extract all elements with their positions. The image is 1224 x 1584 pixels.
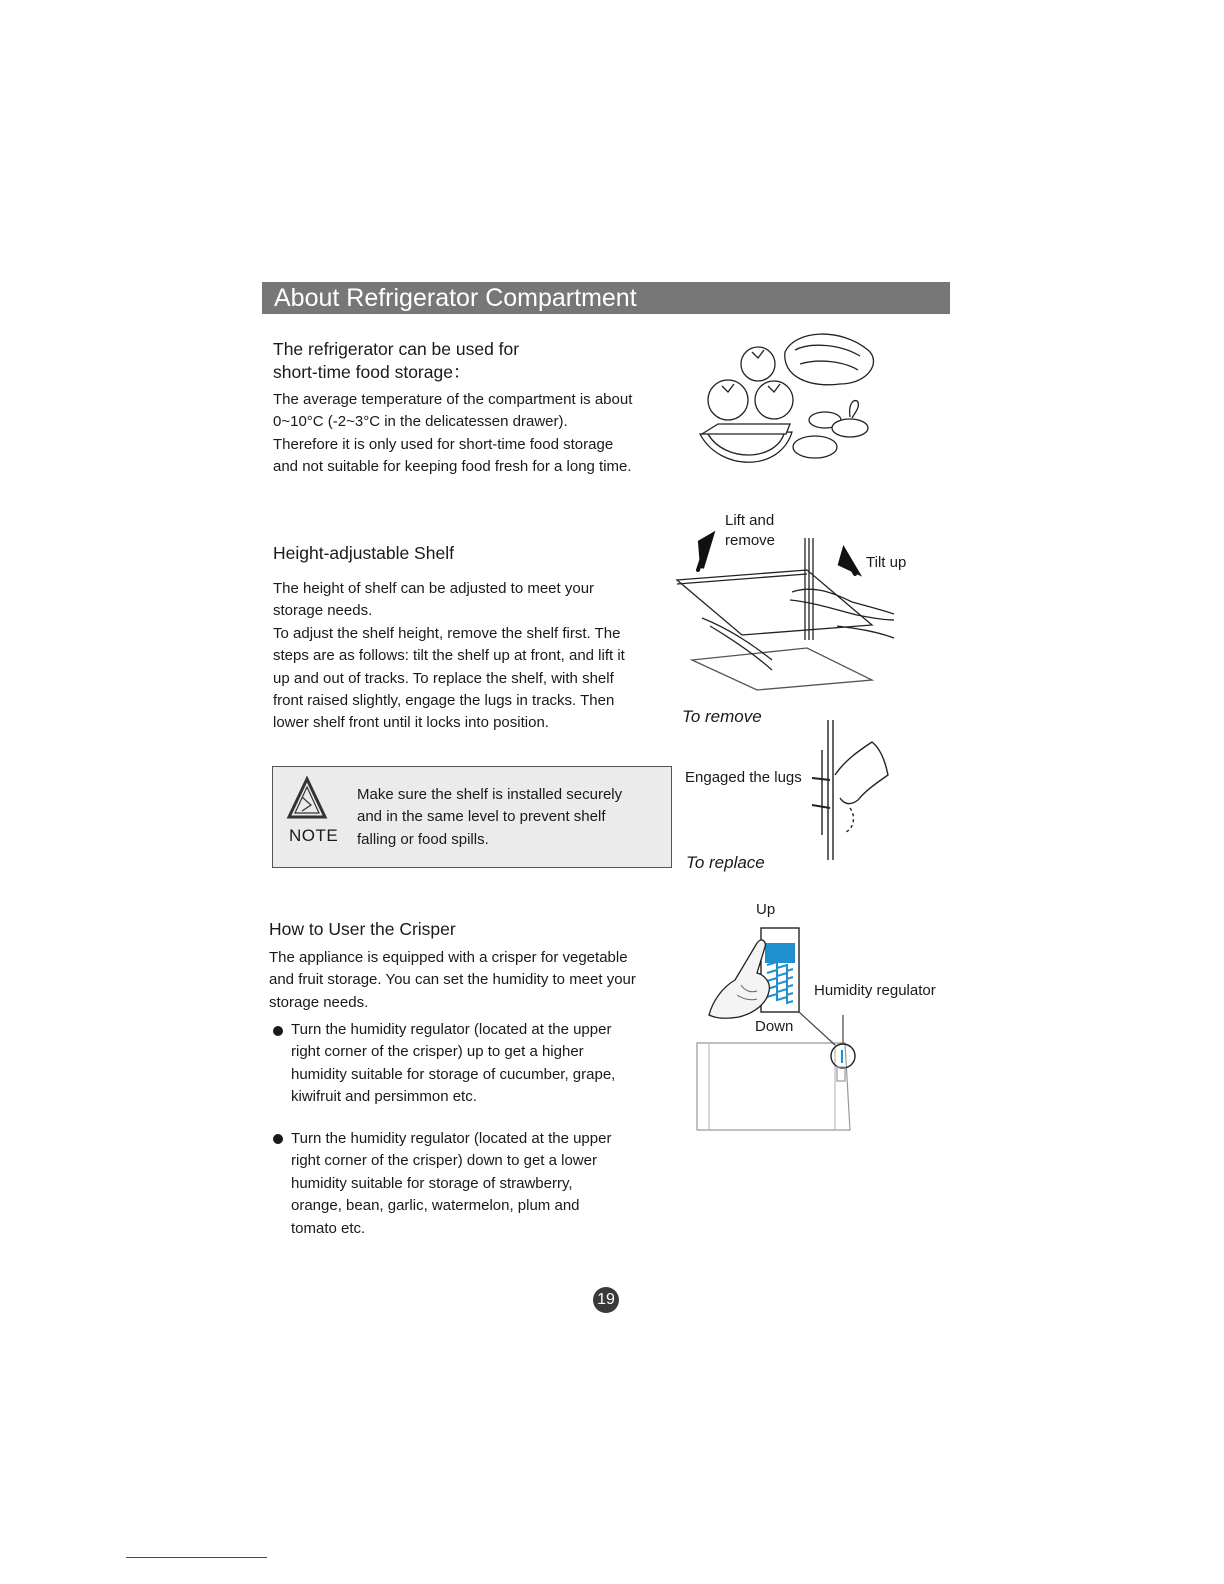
- note-line: Make sure the shelf is installed securely: [357, 786, 623, 803]
- crisper-paragraph: [269, 947, 636, 1014]
- bullet-line: Turn the humidity regulator (located at the upper: [291, 1021, 612, 1038]
- bullet-line: kiwifruit and persimmon etc.: [291, 1088, 477, 1106]
- bullet-line: orange, bean, garlic, watermelon, plum and: [291, 1197, 580, 1215]
- down-label: Down: [755, 1018, 794, 1035]
- shelf-line: The height of shelf can be adjusted to meet your: [273, 580, 595, 597]
- section-header-bar: [262, 282, 950, 314]
- lift-label-line: Lift and: [725, 512, 775, 529]
- shelf-line: lower shelf front until it locks into position.: [273, 714, 549, 732]
- bullet-line: Turn the humidity regulator (located at the upper: [291, 1130, 612, 1147]
- crisper-line: The appliance is equipped with a crisper for vegetable: [269, 949, 628, 966]
- shelf-line: storage needs.: [273, 602, 373, 620]
- intro-line: 0~10°C (-2~3°C in the delicatessen drawer).: [273, 413, 568, 431]
- shelf-line: front raised slightly, engage the lugs in tracks. Then: [273, 692, 615, 710]
- shelf-line: To adjust the shelf height, remove the shelf first. The: [273, 624, 621, 642]
- intro-heading-line: short-time food storage：: [273, 362, 471, 382]
- bullet-line: right corner of the crisper) up to get a higher: [291, 1043, 584, 1061]
- bullet-line: right corner of the crisper) down to get a lower: [291, 1152, 597, 1170]
- shelf-heading: Height-adjustable Shelf: [273, 543, 454, 563]
- tilt-up-label: Tilt up: [866, 554, 907, 571]
- intro-line: Therefore it is only used for short-time food storage: [273, 435, 614, 453]
- note-box: [272, 766, 672, 868]
- crisper-line: and fruit storage. You can set the humidity to meet your: [269, 971, 636, 989]
- bullet-item-higher-humidity: [291, 1019, 615, 1109]
- section-title: About Refrigerator Compartment: [274, 284, 637, 312]
- bullet-line: humidity suitable for storage of cucumber, grape,: [291, 1065, 616, 1083]
- food-illustration: [690, 322, 890, 472]
- bullet-dot: [273, 1134, 283, 1144]
- warning-icon: [287, 777, 327, 821]
- crisper-heading: How to User the Crisper: [269, 919, 456, 939]
- note-text: [357, 784, 622, 851]
- up-label: Up: [756, 901, 776, 918]
- humidity-regulator-label: Humidity regulator: [814, 982, 936, 999]
- crisper-line: storage needs.: [269, 993, 369, 1011]
- lift-label-line: remove: [725, 532, 776, 549]
- bullet-line: humidity suitable for storage of strawberry,: [291, 1174, 573, 1192]
- note-label: NOTE: [289, 826, 339, 845]
- engaged-lugs-label: Engaged the lugs: [685, 769, 802, 786]
- note-line: falling or food spills.: [357, 830, 489, 848]
- page-number: 19: [593, 1287, 619, 1313]
- intro-paragraph: [273, 389, 632, 479]
- intro-line: and not suitable for keeping food fresh for a long time.: [273, 458, 632, 476]
- bullet-line: tomato etc.: [291, 1219, 366, 1237]
- note-line: and in the same level to prevent shelf: [357, 808, 606, 826]
- shelf-line: steps are as follows: tilt the shelf up at front, and lift it: [273, 647, 625, 665]
- footer-divider: [126, 1557, 267, 1558]
- to-replace-caption: To replace: [686, 853, 765, 872]
- shelf-paragraph: [273, 578, 625, 735]
- bullet-item-lower-humidity: [291, 1128, 611, 1240]
- shelf-line: up and out of tracks. To replace the shelf, with shelf: [273, 669, 614, 687]
- intro-heading-line: The refrigerator can be used for: [273, 339, 520, 359]
- intro-heading: [273, 338, 519, 384]
- bullet-dot: [273, 1026, 283, 1036]
- shelf-replace-illustration: [800, 720, 900, 865]
- intro-line: The average temperature of the compartment is about: [273, 391, 633, 408]
- to-remove-caption: To remove: [682, 707, 762, 726]
- lift-remove-label: [725, 512, 775, 549]
